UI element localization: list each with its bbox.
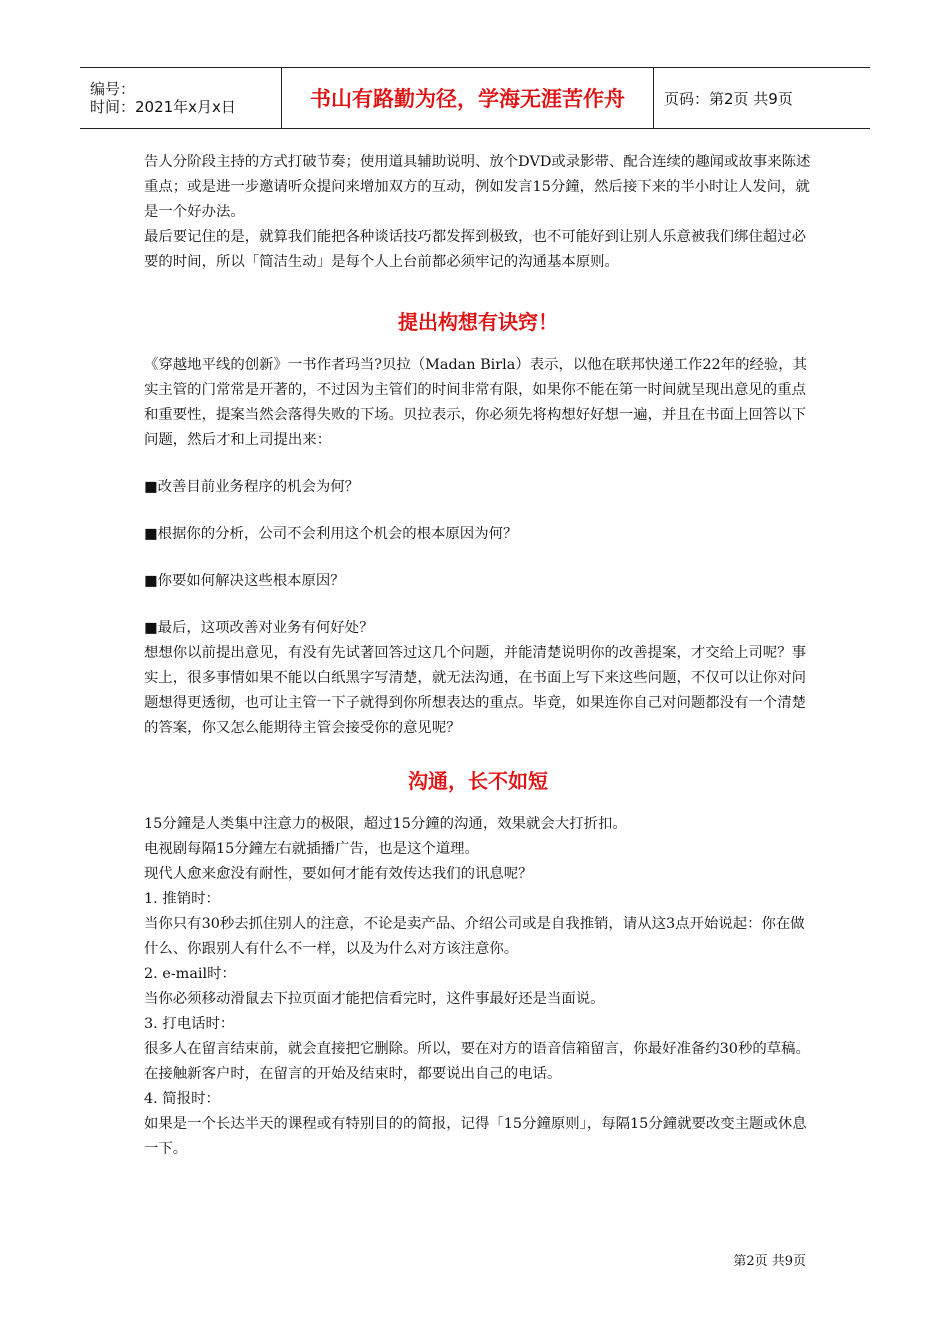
list-item-heading: 3. 打电话时： [144,1016,235,1032]
paragraph: 想想你以前提出意见，有没有先试著回答过这几个问题，并能清楚说明你的改善提案，才交给上司呢？事实上，很多事情如果不能以白纸黑字写清楚，就无法沟通，在书面上写下来这些问题，不仅可以让你对问题想得更透彻，也可让主管一下子就得到你所想表达的重点。毕竟，如果连你自己对问题都没有一个清楚的答案，你又怎么能期待主管会接受你的意见呢？ [144,645,806,736]
paragraph: 电视剧每隔15分鐘左右就插播广告，也是这个道理。 [144,841,479,857]
section-heading: 沟通，长不如短 [408,769,548,793]
document-date-label: 时间：2021年x月x日 [90,98,236,116]
page-header [80,67,870,129]
list-item-heading: 4. 简报时： [144,1091,220,1107]
list-item-text: 如果是一个长达半天的课程或有特别目的的简报，记得「15分鐘原则」，每隔15分鐘就要改变主题或休息一下。 [144,1116,807,1157]
list-item-heading: 2. e-mail时： [144,966,236,982]
question-item: ■改善目前业务程序的机会为何？ [144,479,360,495]
list-item-text: 当你只有30秒去抓住别人的注意，不论是卖产品、介绍公司或是自我推销，请从这3点开始说起：你在做什么、你跟别人有什么不一样，以及为什么对方该注意你。 [144,916,805,957]
document-number-label: 编号： [90,80,136,98]
paragraph: 15分鐘是人类集中注意力的极限，超过15分鐘的沟通，效果就会大打折扣。 [144,816,627,832]
question-item: ■根据你的分析，公司不会利用这个机会的根本原因为何？ [144,526,518,542]
header-page-number: 页码：第2页 共9页 [664,89,793,108]
question-item: ■最后，这项改善对业务有何好处？ [144,620,374,636]
list-item-text: 很多人在留言结束前，就会直接把它删除。所以，要在对方的语音信箱留言，你最好准备约30秒的草稿。在接触新客户时，在留言的开始及结束时，都要说出自己的电话。 [144,1041,810,1082]
section-heading: 提出构想有诀窍！ [398,310,558,334]
list-item-text: 当你必须移动滑鼠去下拉页面才能把信看完时，这件事最好还是当面说。 [144,991,605,1007]
header-motto: 书山有路勤为径，学海无涯苦作舟 [282,68,654,128]
document-body [144,150,812,1162]
paragraph: 告人分阶段主持的方式打破节奏；使用道具辅助说明、放个DVD或录影带、配合连续的趣闻或故事来陈述重点；或是进一步邀请听众提问来增加双方的互动，例如发言15分鐘，然后接下来的半小时让人发问，就是一个好办法。 [144,154,811,220]
list-item-heading: 1. 推销时： [144,891,220,907]
question-item: ■你要如何解决这些根本原因？ [144,573,345,589]
paragraph: 现代人愈来愈没有耐性，要如何才能有效传达我们的讯息呢？ [144,866,533,882]
paragraph: 《穿越地平线的创新》一书作者玛当?贝拉（Madan Birla）表示，以他在联邦快递工作22年的经验，其实主管的门常常是开著的，不过因为主管们的时间非常有限，如果你不能在第一时间就呈现出意见的重点和重要性，提案当然会落得失败的下场。贝拉表示，你必须先将构想好好想一遍，并且在书面上回答以下问题，然后才和上司提出来： [144,357,808,448]
page-footer: 第2页 共9页 [733,1254,806,1269]
header-meta [80,68,282,128]
paragraph: 最后要记住的是，就算我们能把各种谈话技巧都发挥到极致，也不可能好到让别人乐意被我们绑住超过必要的时间，所以「简洁生动」是每个人上台前都必须牢记的沟通基本原则。 [144,229,806,270]
